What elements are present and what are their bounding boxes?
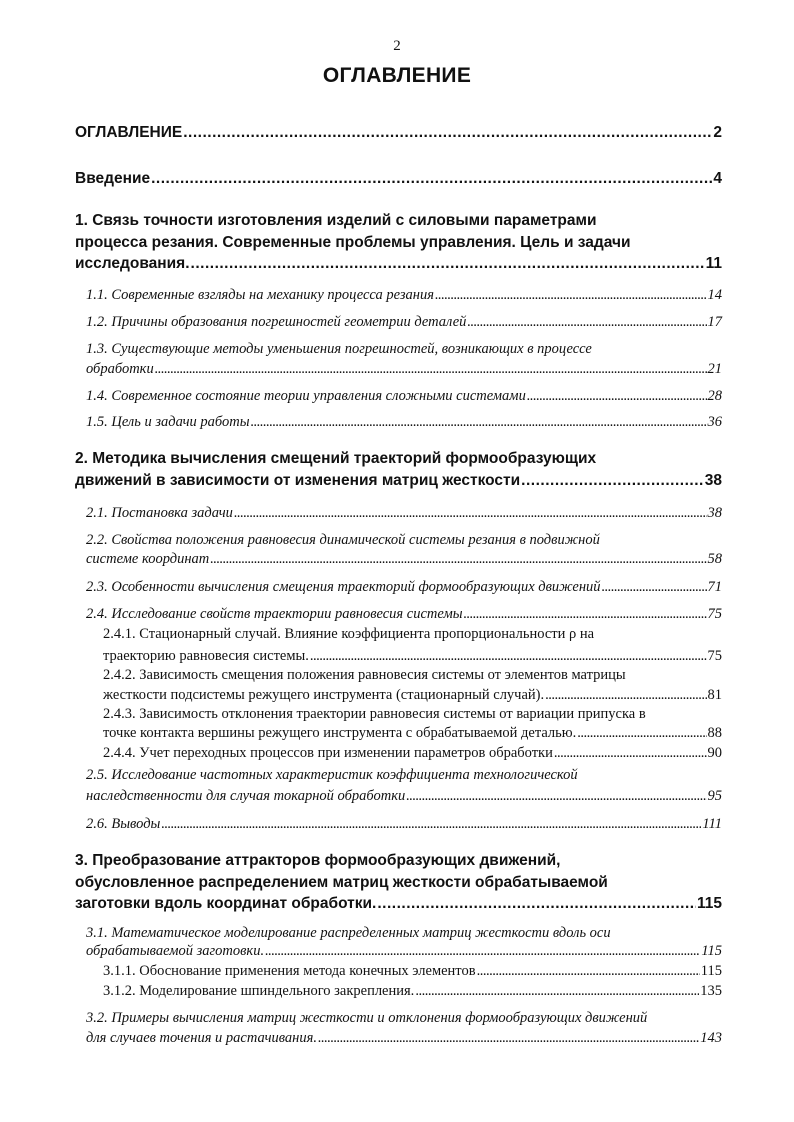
dot-leader — [265, 943, 700, 960]
toc-entry-link[interactable] — [75, 895, 722, 915]
dot-leader — [577, 725, 706, 742]
toc-entry-text: 1.4. Современное состояние теории управления сложными системами — [86, 388, 526, 404]
toc-entry-link[interactable] — [86, 606, 722, 626]
toc-entry-line — [75, 874, 608, 894]
toc-entry-text: обработки — [86, 361, 154, 377]
toc-entry-text: 3.2. Примеры вычисления матриц жесткости и отклонения формообразующих движений — [86, 1010, 648, 1026]
toc-page-number: 11 — [705, 255, 722, 272]
toc-entry-line — [103, 667, 626, 687]
toc-page-number: 58 — [707, 551, 722, 567]
toc-entry-text: ОГЛАВЛЕНИЕ — [75, 124, 183, 141]
toc-entry-link[interactable] — [86, 361, 722, 381]
toc-page-number: 38 — [707, 505, 722, 521]
toc-entry-text: 2. Методика вычисления смещений траекторий формообразующих — [75, 450, 597, 467]
toc-entry-link[interactable] — [103, 983, 722, 1003]
toc-entry-text: 1.2. Причины образования погрешностей геометрии деталей — [86, 314, 467, 330]
toc-page-number: 143 — [700, 1030, 722, 1046]
page-number: 2 — [393, 38, 401, 54]
dot-leader — [527, 388, 707, 405]
toc-entry-link[interactable] — [86, 505, 722, 525]
toc-entry-text: 1.1. Современные взгляды на механику процесса резания — [86, 287, 434, 303]
toc-entry-text: 2.4. Исследование свойств траектории равновесия системы — [86, 606, 463, 622]
toc-entry-text: 2.1. Постановка задачи — [86, 505, 233, 521]
dot-leader — [210, 551, 706, 568]
toc-entry-line — [75, 450, 596, 470]
toc-entry-link[interactable] — [86, 551, 722, 571]
toc-entry-text: обрабатываемой заготовки. — [86, 943, 265, 959]
dot-leader — [155, 361, 707, 378]
toc-page-number: 135 — [700, 983, 722, 999]
toc-entry-text: 2.5. Исследование частотных характеристик коэффициента технологической — [86, 767, 578, 783]
toc-entry-link[interactable] — [86, 314, 722, 334]
dot-leader — [545, 687, 706, 704]
toc-entry-text: 2.2. Свойства положения равновесия динамической системы резания в подвижной — [86, 532, 600, 548]
dot-leader — [318, 1030, 699, 1047]
toc-page-number: 111 — [702, 816, 722, 832]
toc-entry-link[interactable] — [75, 170, 722, 190]
toc-page-number: 95 — [707, 788, 722, 804]
toc-entry-text: 1.3. Существующие методы уменьшения погрешностей, возникающих в процессе — [86, 341, 592, 357]
dot-leader — [183, 124, 712, 142]
toc-entry-line — [103, 706, 646, 726]
toc-entry-link[interactable] — [75, 472, 722, 492]
dot-leader — [602, 579, 707, 596]
toc-entry-link[interactable] — [86, 287, 722, 307]
toc-entry-text: 2.4.2. Зависимость смещения положения равновесия системы от элементов матрицы — [103, 667, 626, 683]
toc-entry-link[interactable] — [86, 414, 722, 434]
toc-entry-line — [86, 1010, 647, 1030]
toc-entry-text: 3. Преобразование аттракторов формообразующих движений, — [75, 852, 561, 869]
toc-entry-line — [86, 767, 578, 787]
toc-entry-text: заготовки вдоль координат обработки. — [75, 895, 377, 912]
toc-entry-link[interactable] — [86, 579, 722, 599]
toc-entry-text: 3.1. Математическое моделирование распределенных матриц жесткости вдоль оси — [86, 925, 611, 941]
toc-entry-text: движений в зависимости от изменения матриц жесткости — [75, 472, 521, 489]
toc-entry-link[interactable] — [86, 388, 722, 408]
toc-entry-text: 3.1.2. Моделирование шпиндельного закрепления. — [103, 983, 415, 999]
toc-entry-line — [103, 626, 594, 646]
toc-entry-text: 2.3. Особенности вычисления смещения траекторий формообразующих движений — [86, 579, 601, 595]
dot-leader — [477, 963, 700, 980]
toc-page-number: 4 — [713, 170, 722, 187]
dot-leader — [310, 648, 707, 665]
toc-entry-text: 2.4.1. Стационарный случай. Влияние коэффициента пропорциональности ρ на — [103, 626, 595, 642]
toc-entry-link[interactable] — [86, 788, 722, 808]
dot-leader — [406, 788, 706, 805]
toc-entry-link[interactable] — [86, 816, 722, 836]
toc-entry-link[interactable] — [103, 725, 722, 745]
toc-entry-text: 1.5. Цель и задачи работы — [86, 414, 250, 430]
toc-page-number: 115 — [701, 943, 722, 959]
toc-entry-text: Введение — [75, 170, 151, 187]
toc-page-number: 2 — [713, 124, 722, 141]
toc-entry-line — [75, 234, 631, 254]
toc-entry-link[interactable] — [75, 255, 722, 275]
toc-entry-link[interactable] — [103, 963, 722, 983]
toc-entry-text: жесткости подсистемы режущего инструмента (стационарный случай). — [103, 687, 545, 703]
dot-leader — [415, 983, 699, 1000]
toc-entry-text: 2.4.4. Учет переходных процессов при изменении параметров обработки — [103, 745, 553, 761]
toc-entry-link[interactable] — [103, 745, 722, 765]
toc-entry-text: системе координат — [86, 551, 210, 567]
toc-entry-text: обусловленное распределением матриц жесткости обрабатываемой — [75, 874, 608, 891]
toc-entry-text: процесса резания. Современные проблемы управления. Цель и задачи — [75, 234, 631, 251]
toc-page-number: 17 — [707, 314, 722, 330]
dot-leader — [467, 314, 706, 331]
toc-entry-text: наследственности для случая токарной обработки — [86, 788, 406, 804]
toc-entry-text: 2.6. Выводы — [86, 816, 161, 832]
toc-entry-line — [86, 532, 600, 552]
toc-page-number: 21 — [707, 361, 722, 377]
dot-leader — [191, 255, 705, 273]
toc-entry-line — [86, 925, 611, 945]
toc-page-number: 81 — [707, 687, 722, 703]
toc-page-number: 14 — [707, 287, 722, 303]
toc-entry-text: траекторию равновесия системы. — [103, 648, 309, 664]
toc-entry-link[interactable] — [103, 687, 722, 707]
toc-entry-link[interactable] — [86, 1030, 722, 1050]
toc-page-number: 38 — [704, 472, 722, 489]
toc-entry-link[interactable] — [75, 124, 722, 144]
toc-entry-text: точке контакта вершины режущего инструмента с обрабатываемой деталью. — [103, 725, 577, 741]
page-title: ОГЛАВЛЕНИЕ — [322, 64, 472, 87]
toc-entry-line — [86, 341, 592, 361]
toc-entry-text: для случаев точения и растачивания. — [86, 1030, 317, 1046]
toc-page-number: 90 — [707, 745, 722, 761]
toc-page-number: 36 — [707, 414, 722, 430]
dot-leader — [151, 170, 712, 188]
toc-page-number: 75 — [707, 648, 722, 664]
dot-leader — [161, 816, 701, 833]
dot-leader — [377, 895, 696, 913]
dot-leader — [234, 505, 707, 522]
dot-leader — [464, 606, 707, 623]
toc-entry-link[interactable] — [86, 943, 722, 963]
toc-page-number: 115 — [696, 895, 722, 912]
toc-entry-text: 3.1.1. Обоснование применения метода конечных элементов — [103, 963, 476, 979]
dot-leader — [435, 287, 707, 304]
toc-entry-link[interactable] — [103, 648, 722, 668]
toc-page-number: 115 — [700, 963, 722, 979]
dot-leader — [554, 745, 707, 762]
toc-entry-text: 1. Связь точности изготовления изделий с силовыми параметрами — [75, 212, 597, 229]
dot-leader — [521, 472, 704, 490]
toc-page-number: 28 — [707, 388, 722, 404]
toc-page-number: 88 — [707, 725, 722, 741]
toc-page-number: 75 — [707, 606, 722, 622]
toc-page-number: 71 — [707, 579, 722, 595]
toc-entry-line — [75, 852, 560, 872]
toc-entry-line — [75, 212, 597, 232]
toc-entry-text: исследования. — [75, 255, 190, 272]
dot-leader — [251, 414, 707, 431]
toc-entry-text: 2.4.3. Зависимость отклонения траектории равновесия системы от вариации припуска в — [103, 706, 646, 722]
